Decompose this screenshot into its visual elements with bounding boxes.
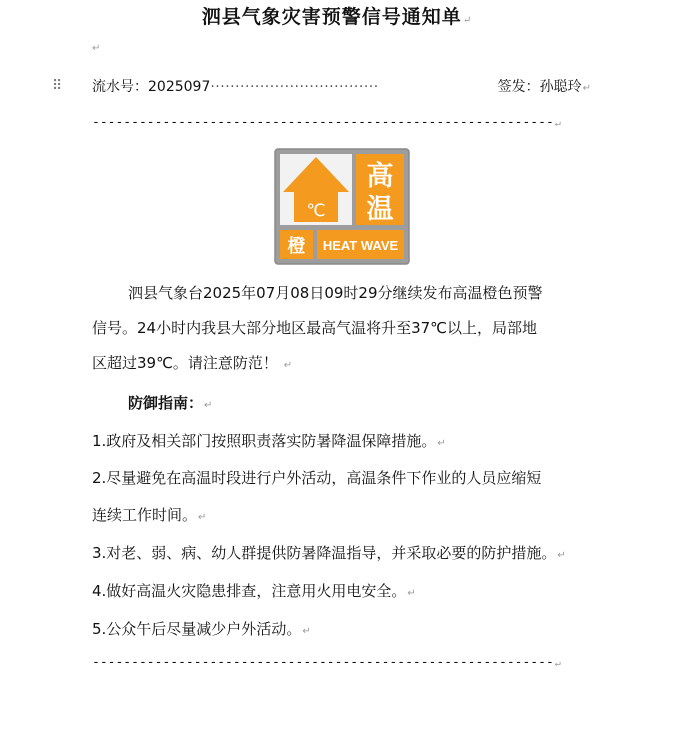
guide-item: 2.尽量避免在高温时段进行户外活动，高温条件下作业的人员应缩短 (92, 469, 542, 487)
paragraph-mark-icon: ↵ (302, 626, 311, 637)
paragraph-mark-icon: ↵ (204, 400, 213, 411)
paragraph-mark-icon: ↵ (407, 588, 416, 599)
paragraph-mark-icon: ↵ (437, 438, 446, 449)
serial-label: 流水号： (92, 79, 148, 95)
paragraph-mark-icon: ↵ (92, 43, 101, 54)
guide-item: 4.做好高温火灾隐患排查，注意用火用电安全。↵ (92, 582, 416, 600)
guide-item: 1.政府及相关部门按照职责落实防暑降温保障措施。↵ (92, 432, 446, 450)
body-line: 信号。24小时内我县大部分地区最高气温将升至37℃以上，局部地 (92, 319, 538, 337)
level-char: 橙 (287, 236, 306, 257)
drag-handle-icon[interactable]: ⠿ (52, 78, 61, 94)
paragraph-mark-icon: ↵ (557, 550, 566, 561)
paragraph-mark-icon: ↵ (462, 15, 473, 26)
issuer-block (498, 76, 591, 96)
guide-item: 3.对老、弱、病、幼人群提供防暑降温指导，并采取必要的防护措施。↵ (92, 544, 566, 562)
document-title: 泗县气象灾害预警信号通知单↵ (201, 6, 473, 28)
body-paragraph (92, 276, 602, 383)
issuer-label: 签发： (497, 79, 540, 95)
serial-number: 2025097 (148, 79, 211, 95)
guide-item: 5.公众午后尽量减少户外活动。↵ (92, 620, 311, 638)
dot-leader: ·································· (210, 79, 379, 95)
paragraph-mark-icon: ↵ (582, 83, 591, 94)
english-label: HEAT WAVE (322, 238, 399, 253)
separator-line: -----------------------------------------------------------↵ (92, 655, 561, 670)
paragraph-mark-icon: ↵ (283, 360, 293, 371)
separator-line: -----------------------------------------------------------↵ (92, 115, 561, 130)
char-top: 高 (366, 161, 394, 192)
body-line: 泗县气象台2025年07月08日09时29分继续发布高温橙色预警 (128, 284, 543, 302)
temp-symbol: ℃ (306, 201, 326, 221)
paragraph-mark-icon: ↵ (198, 512, 207, 523)
guide-heading: 防御指南：↵ (128, 394, 213, 412)
guide-item: 连续工作时间。↵ (92, 506, 207, 524)
heat-warning-orange-icon (274, 148, 410, 265)
issuer-name: 孙聪玲 (539, 79, 582, 95)
serial-line (92, 76, 597, 96)
char-bottom: 温 (366, 194, 394, 225)
paragraph-mark-icon: ↵ (554, 658, 561, 669)
body-line: 区超过39℃。请注意防范！ ↵ (92, 354, 293, 372)
paragraph-mark-icon: ↵ (554, 118, 561, 129)
